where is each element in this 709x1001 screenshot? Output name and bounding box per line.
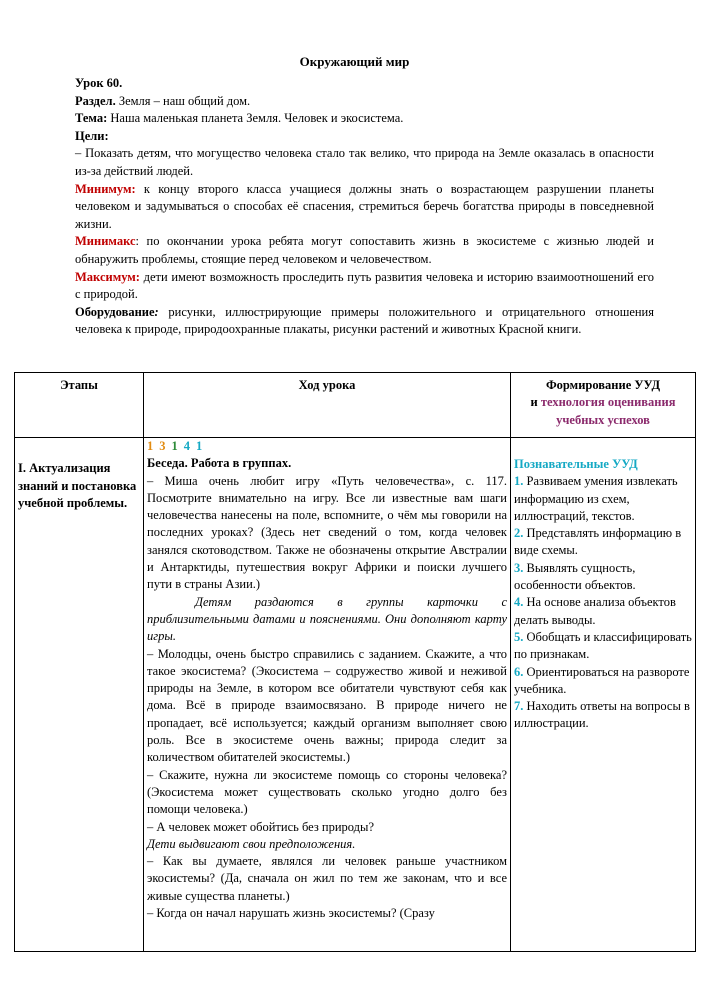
marker: 1 [147, 439, 154, 453]
equipment-line [54, 304, 654, 339]
header-uud-technology: технология оценивания [540, 395, 676, 410]
uud-item: 2. Представлять информацию в виде схемы. [514, 526, 682, 558]
lesson-header [54, 75, 654, 339]
uud-item: 3. Выявлять сущность, особенности объектов. [514, 560, 636, 593]
activity-title: Беседа. Работа в группах. [147, 456, 292, 471]
lesson-plan-table [14, 372, 696, 952]
minimax-label: Минимакс [75, 234, 136, 249]
header-uud-and: и [530, 395, 541, 410]
header-uud [511, 373, 696, 438]
uud-item: 5. Обобщать и классифицировать по признакам. [514, 629, 692, 662]
equipment-text: рисунки, иллюстрирующие примеры положительного и отрицательного отношения человека к природе, природоохранные плакаты, рисунки растений и животных Красной книги. [75, 304, 654, 337]
section-line [54, 93, 654, 111]
minimum-label: Минимум: [75, 181, 136, 196]
maximum-line [54, 269, 654, 304]
marker: 3 [159, 439, 166, 453]
lesson-number: Урок 60. [75, 76, 123, 90]
course-paragraph: – Молодцы, очень быстро справились с заданием. Скажите, а что такое экосистема? (Экосистема – содружество живой и неживой природы на Земле, в котором все обитатели чувствуют себя как дома. Всё в природе взаимосвязано. В природе ничего не пропадает, всё используется; каждый организм выполняет свою роль. Все в экосистеме очень важны; природа следит за количеством обитателей экосистемы.) [147, 646, 507, 765]
topic-line [54, 110, 654, 128]
marker: 1 [171, 439, 178, 453]
uud-item: 1. Развиваем умения извлекать информацию из схем, иллюстраций, текстов. [514, 474, 678, 523]
course-paragraph: – Скажите, нужна ли экосистеме помощь со стороны человека? (Экосистема может существовать сколько угодно долго без помощи человека.) [147, 767, 507, 817]
uud-item: 6. Ориентироваться на развороте учебника. [514, 664, 690, 696]
course-paragraph: – Когда он начал нарушать жизнь экосистемы? (Сразу [147, 906, 435, 921]
stage-cell: I. Актуализация знаний и постановка учебной проблемы. [15, 438, 144, 952]
header-course: Ход урока [144, 373, 511, 438]
header-uud-line3: учебных успехов [556, 412, 650, 427]
header-stages: Этапы [15, 373, 144, 438]
course-paragraph: – Как вы думаете, являлся ли человек раньше участником экосистемы? (Да, сначала он жил по тем же законам, что и все живые существа планеты.) [147, 854, 507, 903]
equipment-colon: : [154, 304, 159, 319]
uud-title: Познавательные УУД [514, 457, 638, 471]
course-paragraph: – Миша очень любит игру «Путь человечества», с. 117. Посмотрите внимательно на игру. Все ли известные вам шаги человечества нанесены на поле, вспомните, о чём мы говорили на последних уроках? (Здесь нет сведений о том, когда человек занялся скотоводством. Также не обозначены открытие Австралии и Антарктиды, путешествия вокруг Африки и поиски лучшего пути в страны Азии.) [147, 473, 507, 592]
group-markers [147, 438, 507, 455]
maximum-label: Максимум: [75, 269, 140, 284]
course-paragraph: – А человек может обойтись без природы? [147, 819, 374, 834]
topic-label: Тема: [75, 111, 108, 126]
minimax-line [54, 233, 654, 268]
course-italic-note: Дети выдвигают свои предположения. [147, 836, 356, 851]
uud-item: 7. Находить ответы на вопросы в иллюстрации. [514, 699, 690, 731]
course-cell [144, 438, 511, 952]
minimum-text: к концу второго класса учащиеся должны знать о возрастающем разрушении планеты человеком и задумываться о способах её спасения, стремиться беречь богатства природы в повседневной жизни. [75, 181, 654, 231]
topic-text: Наша маленькая планета Земля. Человек и экосистема. [110, 111, 404, 126]
header-uud-line2 [514, 394, 692, 411]
minimum-line [54, 181, 654, 234]
document-title: Окружающий мир [299, 54, 410, 69]
marker: 4 [183, 439, 190, 453]
uud-cell [511, 438, 696, 952]
equipment-label: Оборудование [75, 304, 155, 319]
uud-item: 4. На основе анализа объектов делать выводы. [514, 595, 676, 627]
maximum-text: дети имеют возможность проследить путь развития человека и историю взаимоотношений его с природой. [75, 269, 654, 302]
minimax-text: : по окончании урока ребята могут сопоставить жизнь в экосистеме с жизнью людей и обнаружить проблемы, стоящие перед человеком и человечеством. [75, 234, 654, 266]
goal-text: – Показать детям, что могущество человека стало так велико, что природа на Земле оказалась в опасности из-за действий людей. [75, 146, 654, 178]
table-row [15, 438, 696, 952]
marker: 1 [196, 439, 203, 453]
section-label: Раздел. [75, 93, 116, 108]
header-uud-line1: Формирование УУД [545, 378, 661, 392]
course-italic-note: Детям раздаются в группы карточки с приблизительными датами и пояснениями. Они дополняют карту игры. [147, 594, 507, 644]
section-text: Земля – наш общий дом. [118, 93, 251, 108]
table-header-row [15, 373, 696, 438]
goals-label: Цели: [75, 128, 109, 143]
